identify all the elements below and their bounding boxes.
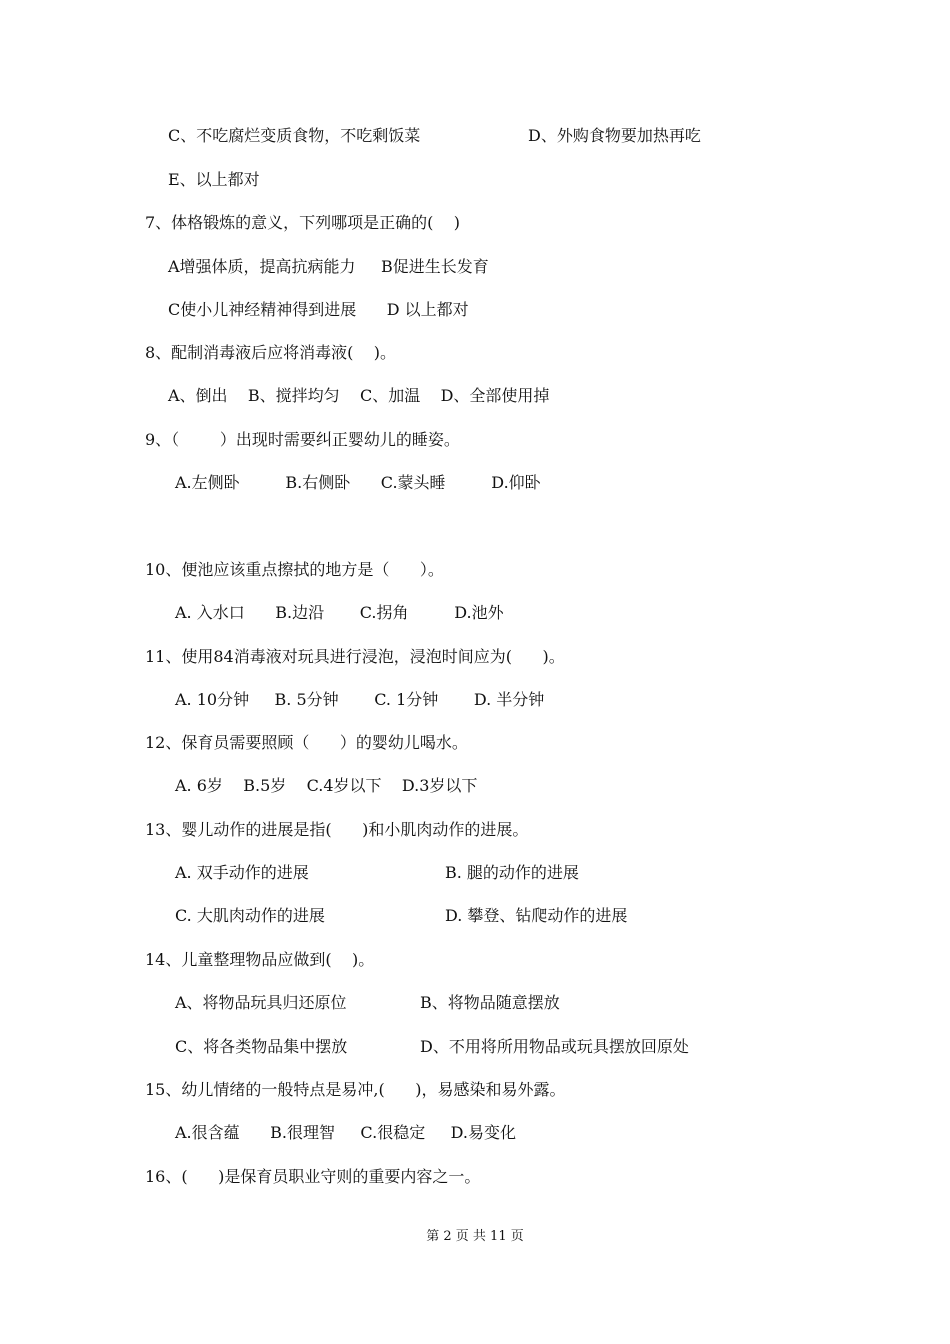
option-e-q6: E、以上都对 [168, 170, 260, 189]
option-b-q13: B. 腿的动作的进展 [445, 863, 579, 882]
question-9: 9、（ ）出现时需要纠正婴幼儿的睡姿。 [145, 430, 460, 449]
options-q9: A.左侧卧 B.右侧卧 C.蒙头睡 D.仰卧 [175, 473, 541, 492]
page-footer: 第 2 页 共 11 页 [426, 1229, 524, 1244]
question-16: 16、( )是保育员职业守则的重要内容之一。 [145, 1167, 481, 1186]
option-d-q13: D. 攀登、钻爬动作的进展 [445, 906, 628, 925]
option-c-q14: C、将各类物品集中摆放 [175, 1037, 348, 1056]
question-10: 10、便池应该重点擦拭的地方是（ ）。 [145, 560, 444, 579]
options-q11: A. 10分钟 B. 5分钟 C. 1分钟 D. 半分钟 [175, 690, 545, 709]
options-q15: A.很含蕴 B.很理智 C.很稳定 D.易变化 [175, 1123, 516, 1142]
option-b-q14: B、将物品随意摆放 [420, 993, 560, 1012]
options-q7-row2: C使小儿神经精神得到进展 D 以上都对 [168, 300, 469, 319]
option-a-q13: A. 双手动作的进展 [175, 863, 309, 882]
option-d-q14: D、不用将所用物品或玩具摆放回原处 [420, 1037, 689, 1056]
options-q12: A. 6岁 B.5岁 C.4岁以下 D.3岁以下 [175, 776, 478, 795]
options-q8: A、倒出 B、搅拌均匀 C、加温 D、全部使用掉 [168, 386, 550, 405]
options-q7-row1: A增强体质，提高抗病能力 B促进生长发育 [168, 257, 489, 276]
question-11: 11、使用84消毒液对玩具进行浸泡，浸泡时间应为( )。 [145, 647, 565, 666]
question-12: 12、保育员需要照顾（ ）的婴幼儿喝水。 [145, 733, 468, 752]
option-c-q6: C、不吃腐烂变质食物，不吃剩饭菜 [168, 126, 421, 145]
question-14: 14、儿童整理物品应做到( )。 [145, 950, 375, 969]
question-8: 8、配制消毒液后应将消毒液( )。 [145, 343, 397, 362]
option-a-q14: A、将物品玩具归还原位 [175, 993, 347, 1012]
option-c-q13: C. 大肌肉动作的进展 [175, 906, 325, 925]
question-15: 15、幼儿情绪的一般特点是易冲,( )，易感染和易外露。 [145, 1080, 566, 1099]
options-q10: A. 入水口 B.边沿 C.拐角 D.池外 [175, 603, 504, 622]
option-d-q6: D、外购食物要加热再吃 [528, 126, 701, 145]
question-7: 7、体格锻炼的意义，下列哪项是正确的( ) [145, 213, 461, 232]
question-13: 13、婴儿动作的进展是指( )和小肌肉动作的进展。 [145, 820, 529, 839]
